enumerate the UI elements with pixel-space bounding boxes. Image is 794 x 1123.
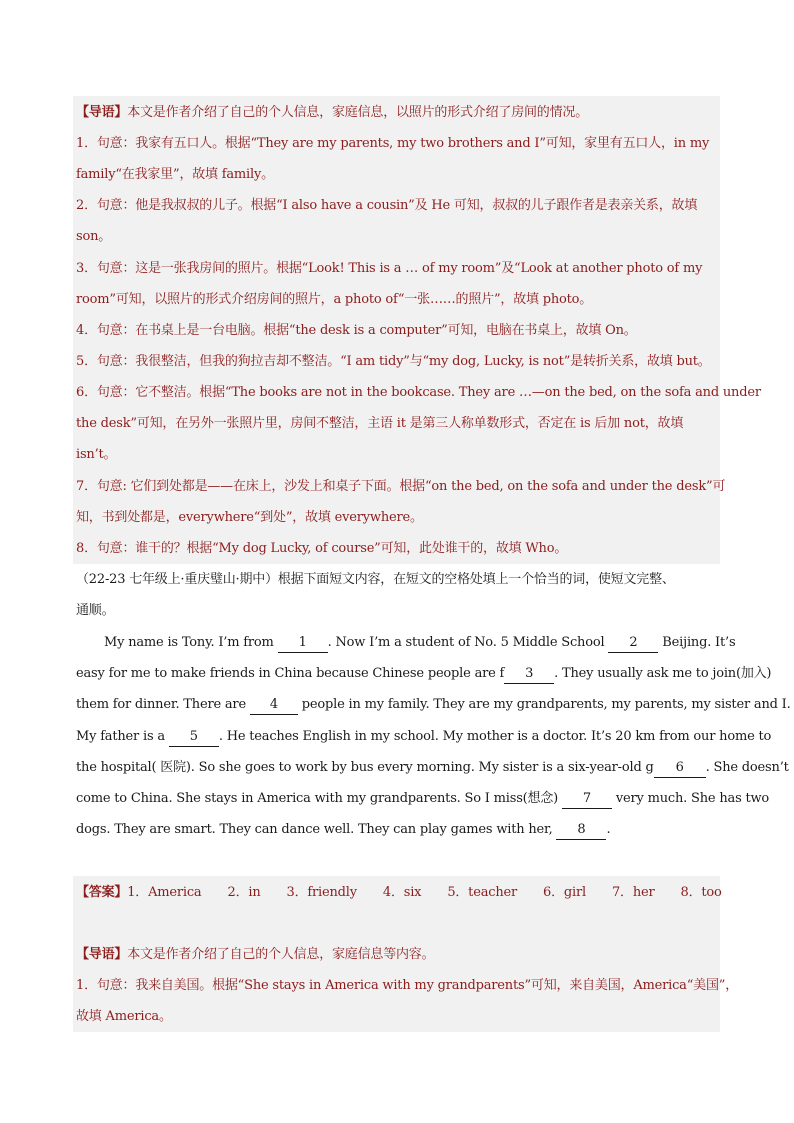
answer-7: 7．her — [611, 885, 655, 900]
explanation-item-6-line-1: 6．句意：它不整洁。根据“The books are not in the bookcase. They are …—on the bed, on the sofa and under — [76, 385, 761, 400]
answer-4: 4．six — [382, 885, 422, 900]
passage-line-2: easy for me to make friends in China because Chinese people are f 3 . They usually ask me to join(加入) — [76, 658, 718, 689]
answer-3: 3．friendly — [286, 885, 357, 900]
explanation-1-intro — [76, 97, 718, 128]
intro-text: 本文是作者介绍了自己的个人信息，家庭信息，以照片的形式介绍了房间的情况。 — [127, 105, 589, 120]
passage-line-1: My name is Tony. I’m from 1 . Now I’m a student of No. 5 Middle School 2 Beijing. It’s — [104, 627, 718, 658]
blank-1: 1 — [278, 634, 328, 653]
blank-3: 3 — [504, 665, 554, 684]
blank-5: 5 — [169, 728, 219, 747]
answer-6: 6．girl — [543, 885, 586, 900]
explanation-item-1-line-1: 1．句意：我家有五口人。根据“They are my parents, my two brothers and I”可知，家里有五口人，in my — [76, 136, 710, 151]
explanation-item-5: 5．句意：我很整洁，但我的狗拉吉却不整洁。“I am tidy”与“my dog, Lucky, is not”是转折关系，故填 but。 — [76, 354, 711, 369]
blank-7: 7 — [562, 790, 612, 809]
explanation-item-4: 4．句意：在书桌上是一台电脑。根据“the desk is a computer”可知，电脑在书桌上，故填 On。 — [76, 323, 637, 338]
explanation-item-2-line-1: 2．句意：他是我叔叔的儿子。根据“I also have a cousin”及 He 可知，叔叔的儿子跟作者是表亲关系，故填 — [76, 198, 698, 213]
explanation-item-8: 8．句意：谁干的？根据“My dog Lucky, of course”可知，此处谁干的，故填 Who。 — [76, 541, 568, 556]
blank-4: 4 — [250, 696, 298, 715]
answer-1: 1．America — [127, 885, 202, 900]
answer-2: 2．in — [227, 885, 261, 900]
blank-8: 8 — [556, 821, 606, 840]
explanation-item-6-line-3: isn’t。 — [76, 447, 117, 462]
question-instruction-line-2: 通顺。 — [76, 603, 115, 618]
answer-tag: 【答案】 — [76, 885, 128, 900]
answer-line — [76, 877, 722, 908]
explanation-2-intro: 【导语】本文是作者介绍了自己的个人信息，家庭信息等内容。 — [76, 947, 435, 962]
blank-6: 6 — [654, 759, 706, 778]
explanation-item-3-line-2: room”可知，以照片的形式介绍房间的照片，a photo of“一张……的照片”，故填 photo。 — [76, 292, 593, 307]
guide-tag: 【导语】 — [76, 105, 128, 120]
passage-line-7: dogs. They are smart. They can dance well. They can play games with her, 8 . — [76, 814, 718, 845]
explanation-item-1-line-2: family“在我家里”，故填 family。 — [76, 167, 274, 182]
explanation-item-6-line-2: the desk”可知，在另外一张照片里，房间不整洁，主语 it 是第三人称单数形式，否定在 is 后加 not，故填 — [76, 416, 684, 431]
explanation-2-item-1-line-1: 1．句意：我来自美国。根据“She stays in America with my grandparents”可知，来自美国，America“美国”， — [76, 978, 739, 993]
explanation-item-3-line-1: 3．句意：这是一张我房间的照片。根据“Look! This is a … of my room”及“Look at another photo of my — [76, 261, 703, 276]
passage-line-3: them for dinner. There are 4 people in my family. They are my grandparents, my parents, my sister and I. — [76, 689, 718, 720]
guide-tag-2: 【导语】 — [76, 947, 128, 962]
passage-line-4: My father is a 5 . He teaches English in my school. My mother is a doctor. It’s 20 km from our home to — [76, 721, 718, 752]
blank-2: 2 — [608, 634, 658, 653]
answer-5: 5．teacher — [447, 885, 518, 900]
explanation-item-2-line-2: son。 — [76, 229, 112, 244]
explanation-item-7-line-1: 7．句意: 它们到处都是——在床上，沙发上和桌子下面。根据“on the bed, on the sofa and under the desk”可 — [76, 479, 726, 494]
question-instruction-line-1: （22-23 七年级上·重庆璧山·期中）根据下面短文内容，在短文的空格处填上一个恰当的词，使短文完整、 — [76, 572, 675, 587]
answer-8: 8．too — [680, 885, 722, 900]
explanation-2-item-1-line-2: 故填 America。 — [76, 1009, 172, 1024]
explanation-item-7-line-2: 知，书到处都是，everywhere“到处”，故填 everywhere。 — [76, 510, 423, 525]
passage-line-5: the hospital( 医院). So she goes to work by bus every morning. My sister is a six-year-old g 6 . She doesn’t — [76, 752, 718, 783]
passage-line-6: come to China. She stays in America with my grandparents. So I miss(想念) 7 very much. She has two — [76, 783, 718, 814]
